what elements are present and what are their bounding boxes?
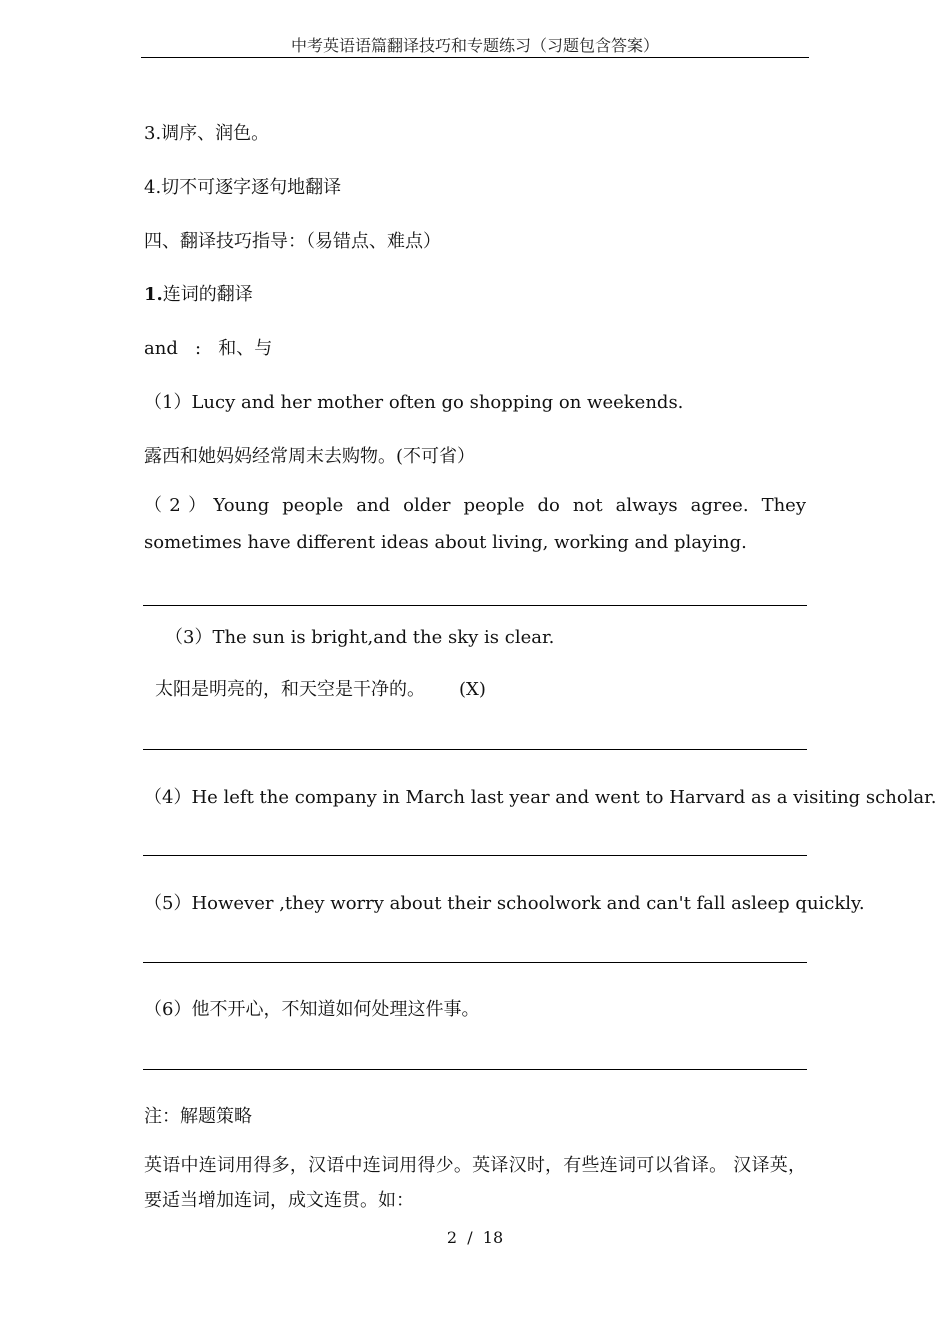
answer-line-4 [143, 855, 807, 856]
answer-line-3 [143, 749, 807, 750]
example-2: （2）Young people and older people do not always agree. They sometimes have different ideas about living, working and playing. [144, 495, 806, 553]
example-1: （1）Lucy and her mother often go shopping on weekends. [144, 392, 684, 413]
subsection-1-number: 1. [144, 284, 163, 305]
example-6: （6）他不开心，不知道如何处理这件事。 [144, 999, 480, 1020]
subsection-1-heading [144, 280, 253, 306]
section-4-heading: 四、翻译技巧指导：（易错点、难点） [144, 231, 441, 252]
step-3: 3.调序、润色。 [144, 123, 270, 144]
note-title: 注：解题策略 [144, 1106, 252, 1127]
note-body: 英语中连词用得多，汉语中连词用得少。英译汉时，有些连词可以省译。 汉译英，要适当增加连词，成文连贯。如： [144, 1155, 806, 1211]
answer-line-5 [143, 962, 807, 963]
example-3-translation: 太阳是明亮的，和天空是干净的。 [155, 679, 425, 700]
page-header-title: 中考英语语篇翻译技巧和专题练习（习题包含答案） [290, 36, 659, 55]
page-number: 2 / 18 [446, 1228, 504, 1247]
answer-line-2 [143, 605, 807, 606]
header-rule [141, 57, 809, 58]
example-5: （5）However ,they worry about their schoolwork and can't fall asleep quickly. [144, 893, 865, 914]
step-4: 4.切不可逐字逐句地翻译 [144, 177, 342, 198]
wrong-mark: (X) [459, 679, 486, 700]
example-3-translation-row [155, 675, 486, 701]
example-4: （4）He left the company in March last year and went to Harvard as a visiting scholar. [144, 787, 937, 808]
example-3: （3）The sun is bright,and the sky is clear. [165, 627, 555, 648]
example-1-translation: 露西和她妈妈经常周末去购物。(不可省） [144, 446, 476, 467]
and-definition: and : 和、与 [144, 338, 273, 359]
subsection-1-text: 连词的翻译 [162, 284, 253, 305]
answer-line-6 [143, 1069, 807, 1070]
